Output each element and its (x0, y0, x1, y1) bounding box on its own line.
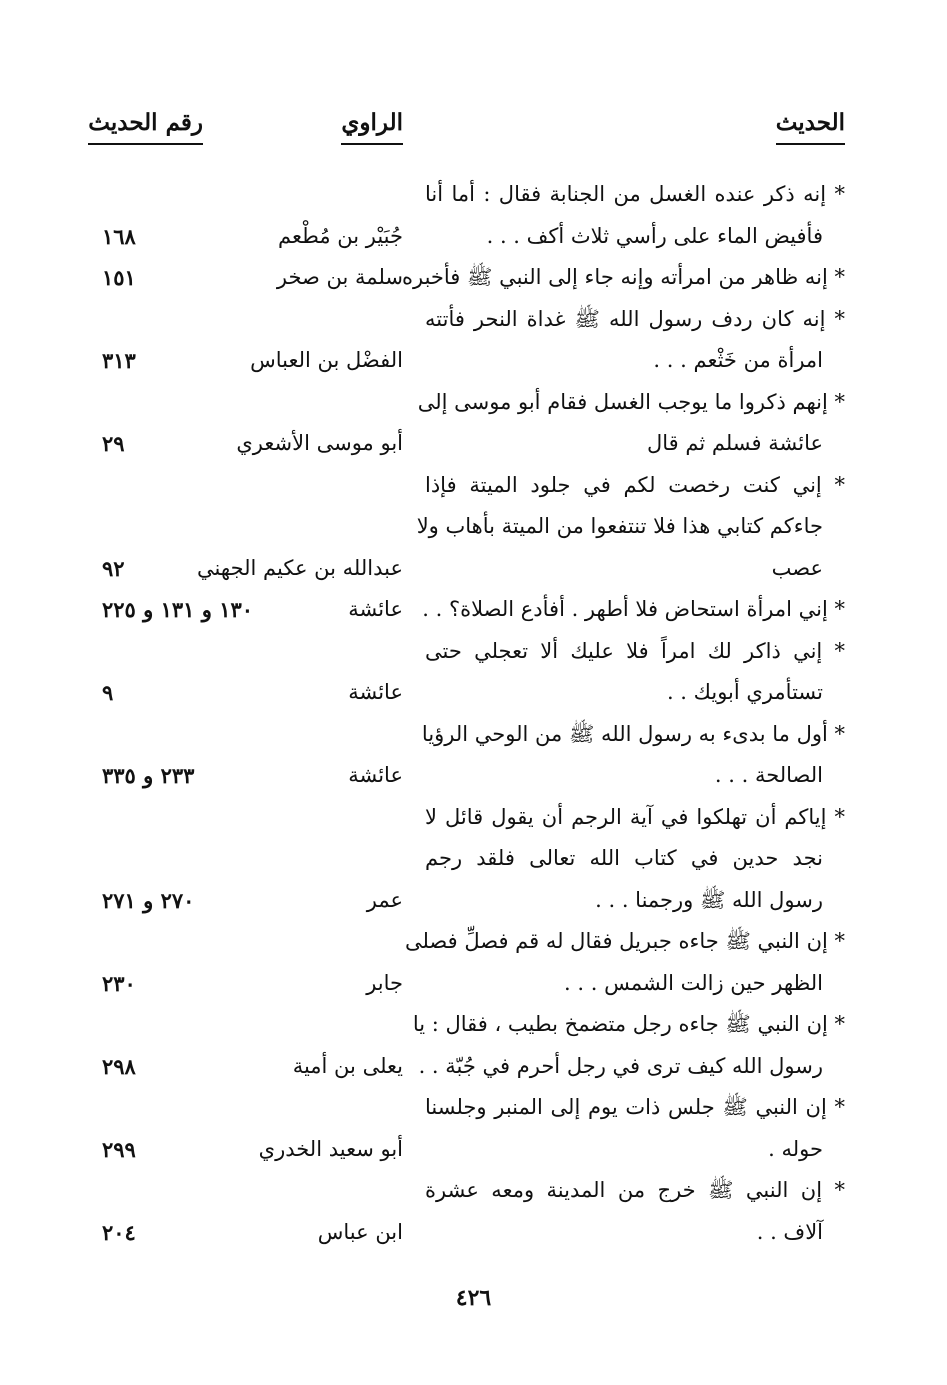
narrator-name: الفضْل بن العباس (250, 348, 403, 372)
column-header-hadith: الحديث (776, 106, 845, 145)
hadith-text-line: * إنه ظاهر من امرأته وإنه جاء إلى النبي ﷺ فأخبره (402, 265, 845, 289)
hadith-row (0, 548, 947, 590)
hadith-text-line: * إياكم أن تهلكوا في آية الرجم أن يقول قائل لا (425, 804, 845, 829)
hadith-number: ٢٩ (102, 431, 125, 456)
hadith-row (0, 423, 947, 465)
hadith-text-line: * إن النبي ﷺ خرج من المدينة ومعه عشرة (425, 1178, 845, 1202)
hadith-entry (0, 631, 947, 714)
hadith-text-line: الصالحة . . . (714, 763, 823, 787)
narrator-name: جابر (366, 970, 403, 995)
hadith-row (0, 1170, 947, 1212)
hadith-number: ٢٣٣ و ٣٣٥ (102, 763, 195, 788)
hadith-number: ١٣٠ و ١٣١ و ٢٢٥ (102, 597, 254, 622)
narrator-name: يعلى بن أمية (292, 1053, 403, 1078)
hadith-row (0, 1046, 947, 1088)
hadith-entry (0, 589, 947, 631)
narrator-name: جُبَيْر بن مُطْعم (277, 223, 403, 248)
hadith-entry (0, 1004, 947, 1087)
hadith-row (0, 506, 947, 548)
hadith-entry (0, 257, 947, 299)
hadith-text-line: حوله . (768, 1136, 823, 1161)
hadith-number: ١٥١ (102, 265, 136, 290)
hadith-row (0, 257, 947, 299)
narrator-name: أبو موسى الأشعري (236, 431, 403, 455)
hadith-row (0, 921, 947, 963)
hadith-text-line: * إنه كان ردف رسول الله ﷺ غداة النحر فأتته (425, 306, 845, 331)
hadith-text-line: امرأة من خَثْعم . . . (653, 348, 823, 372)
column-header-hadith-number: رقم الحديث (88, 106, 203, 145)
hadith-text-line: * إن النبي ﷺ جلس ذات يوم إلى المنبر وجلسنا (425, 1095, 845, 1119)
hadith-entry (0, 465, 947, 590)
hadith-text-line: * أول ما بدىء به رسول الله ﷺ من الوحي الرؤيا (421, 721, 845, 746)
hadith-text-line: * إنهم ذكروا ما يوجب الغسل فقام أبو موسى إلى (417, 389, 845, 414)
hadith-number: ٩ (102, 680, 114, 705)
hadith-text-line: * إني كنت رخصت لكم في جلود الميتة فإذا (425, 472, 845, 497)
hadith-row (0, 880, 947, 922)
hadith-row (0, 174, 947, 216)
hadith-row (0, 797, 947, 839)
hadith-row (0, 1212, 947, 1254)
hadith-text-line: عصب (771, 555, 823, 580)
hadith-row (0, 340, 947, 382)
hadith-number: ٩٢ (102, 555, 125, 581)
column-header-narrator: الراوي (341, 106, 403, 145)
hadith-entry (0, 714, 947, 797)
hadith-text-line: * إن النبي ﷺ جاءه رجل متضمخ بطيب ، فقال : يا (412, 1012, 845, 1036)
hadith-entry (0, 1087, 947, 1170)
hadith-row (0, 465, 947, 507)
hadith-number: ١٦٨ (102, 223, 136, 249)
narrator-name: عائشة (348, 680, 403, 704)
narrator-name: عائشة (348, 763, 403, 787)
hadith-text-line: * إنه ذكر عنده الغسل من الجنابة فقال : أما أنا (425, 182, 845, 206)
hadith-text-line: نجد حدين في كتاب الله تعالى فلقد رجم (425, 846, 823, 870)
hadith-index-list (0, 174, 947, 1253)
hadith-row (0, 963, 947, 1005)
page-number: ٤٢٦ (455, 1285, 492, 1311)
hadith-number: ٢٩٨ (102, 1053, 136, 1079)
narrator-name: عائشة (348, 597, 403, 621)
hadith-text-line: آلاف . . (756, 1219, 823, 1244)
hadith-text-line: جاءكم كتابي هذا فلا تنتفعوا من الميتة بأهاب ولا (416, 514, 823, 538)
hadith-row (0, 589, 947, 631)
hadith-number: ٢٠٤ (102, 1219, 136, 1245)
narrator-name: سلمة بن صخر (276, 265, 403, 289)
hadith-number: ٣١٣ (102, 348, 136, 373)
narrator-name: عمر (366, 887, 403, 912)
hadith-text-line: عائشة فسلم ثم قال (646, 431, 823, 455)
hadith-row (0, 216, 947, 258)
narrator-name: عبدالله بن عكيم الجهني (197, 555, 403, 580)
hadith-entry (0, 1170, 947, 1253)
hadith-entry (0, 921, 947, 1004)
hadith-text-line: الظهر حين زالت الشمس . . . (564, 970, 823, 995)
hadith-entry (0, 299, 947, 382)
hadith-row (0, 714, 947, 756)
hadith-text-line: * إني امرأة استحاض فلا أطهر . أفأدع الصلاة؟ . . (422, 597, 845, 621)
hadith-number: ٢٩٩ (102, 1136, 136, 1162)
hadith-row (0, 382, 947, 424)
hadith-text-line: * إن النبي ﷺ جاءه جبريل فقال له قم فصلِّ فصلى (404, 929, 845, 953)
hadith-text-line: * إني ذاكر لك امراً فلا عليك ألا تعجلي حتى (425, 638, 845, 663)
hadith-row (0, 755, 947, 797)
hadith-text-line: فأفيض الماء على رأسي ثلاث أكف . . . (486, 223, 823, 248)
hadith-entry (0, 382, 947, 465)
hadith-text-line: رسول الله كيف ترى في رجل أحرم في جُبّة . . (418, 1053, 823, 1078)
hadith-entry (0, 797, 947, 922)
hadith-number: ٢٣٠ (102, 970, 136, 996)
hadith-text-line: رسول الله ﷺ ورجمنا . . . (595, 887, 823, 912)
hadith-row (0, 672, 947, 714)
narrator-name: أبو سعيد الخدري (258, 1136, 403, 1161)
hadith-number: ٢٧٠ و ٢٧١ (102, 887, 195, 913)
hadith-row (0, 838, 947, 880)
hadith-row (0, 1004, 947, 1046)
hadith-row (0, 299, 947, 341)
hadith-row (0, 631, 947, 673)
narrator-name: ابن عباس (317, 1219, 403, 1244)
hadith-row (0, 1087, 947, 1129)
hadith-row (0, 1129, 947, 1171)
hadith-text-line: تستأمري أبويك . . (666, 680, 823, 704)
hadith-entry (0, 174, 947, 257)
